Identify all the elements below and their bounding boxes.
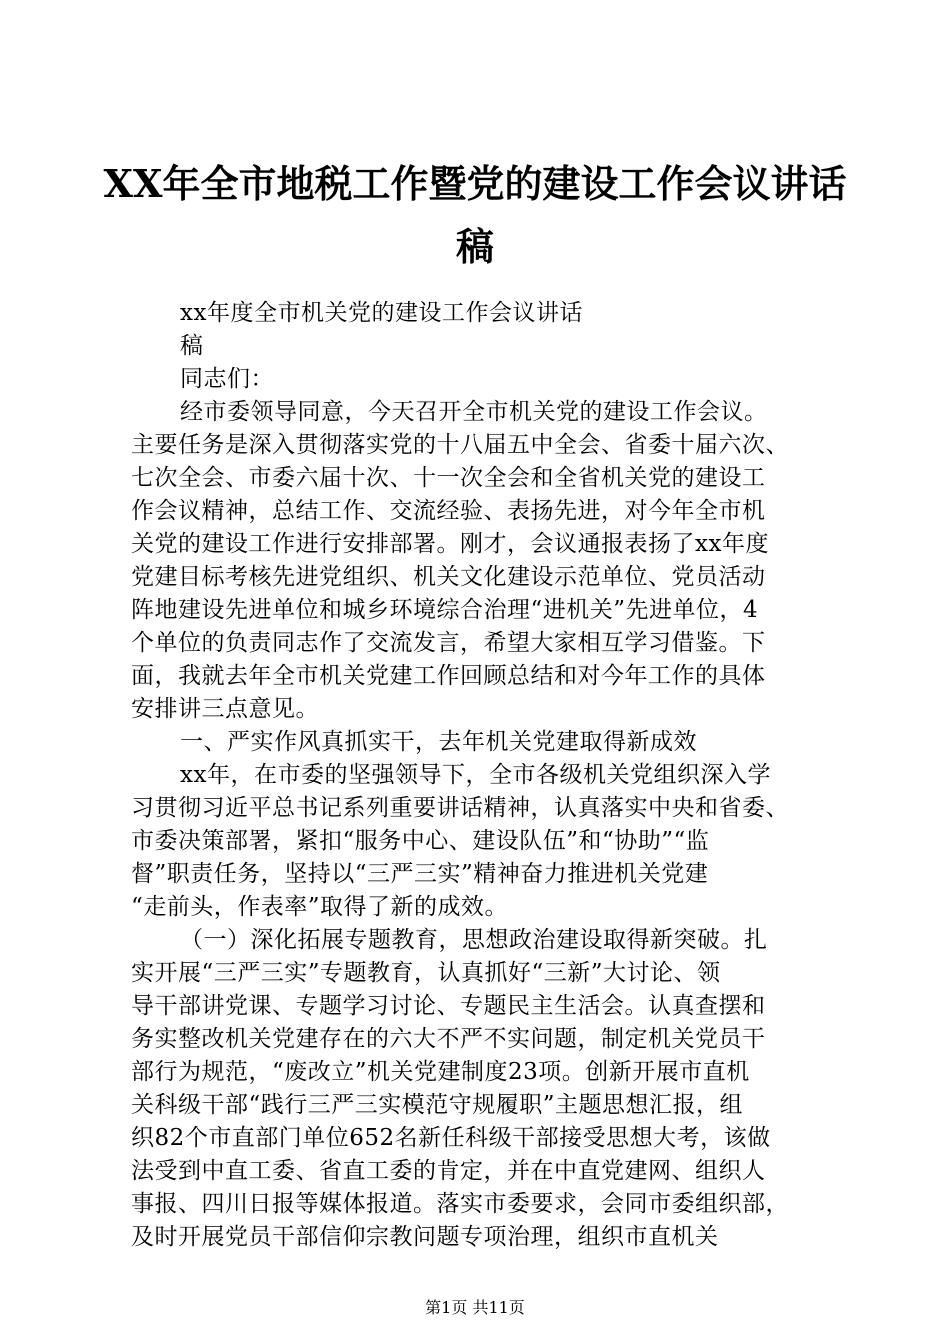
body-line: 法受到中直工委、省直工委的肯定，并在中直党建网、组织人 bbox=[131, 1158, 766, 1184]
body-line: 市委决策部署，紧扣“服务中心、建设队伍”和“协助”“监 bbox=[131, 828, 710, 854]
body-line: 务实整改机关党建存在的六大不严不实问题，制定机关党员干 bbox=[131, 1026, 766, 1052]
body-line: 阵地建设先进单位和城乡环境综合治理“进机关”先进单位，4 bbox=[131, 597, 759, 623]
body-line: 关科级干部“践行三严三实模范守规履职”主题思想汇报，组 bbox=[131, 1092, 744, 1118]
body-line: 主要任务是深入贯彻落实党的十八届五中全会、省委十届六次、 bbox=[131, 432, 789, 458]
body-line: 部行为规范，“废改立”机关党建制度23项。创新开展市直机 bbox=[131, 1059, 750, 1085]
body-line: 织82个市直部门单位652名新任科级干部接受思想大考，该做 bbox=[131, 1125, 771, 1151]
subtitle-line-2: 稿 bbox=[180, 333, 204, 359]
body-line: 关党的建设工作进行安排部署。刚才，会议通报表扬了xx年度 bbox=[131, 531, 769, 557]
body-line: 七次全会、市委六届十次、十一次全会和全省机关党的建设工 bbox=[131, 465, 766, 491]
body-line: 导干部讲党课、专题学习讨论、专题民主生活会。认真查摆和 bbox=[131, 993, 766, 1019]
body-line: 实开展“三严三实”专题教育，认真抓好“三新”大讨论、领 bbox=[131, 960, 721, 986]
document-title-line-1: XX年全市地税工作暨党的建设工作会议讲话 bbox=[103, 161, 847, 206]
subsection-heading-1: （一）深化拓展专题教育，思想政治建设取得新突破。扎 bbox=[180, 927, 768, 953]
salutation: 同志们： bbox=[180, 366, 274, 392]
body-line: 作会议精神，总结工作、交流经验、表扬先进，对今年全市机 bbox=[131, 498, 766, 524]
body-line: 党建目标考核先进党组织、机关文化建设示范单位、党员活动 bbox=[131, 564, 766, 590]
body-line: 面，我就去年全市机关党建工作回顾总结和对今年工作的具体 bbox=[131, 663, 766, 689]
body-line: “走前头，作表率”取得了新的成效。 bbox=[131, 894, 509, 920]
body-line: 个单位的负责同志作了交流发言，希望大家相互学习借鉴。下 bbox=[131, 630, 766, 656]
body-line: 及时开展党员干部信仰宗教问题专项治理，组织市直机关 bbox=[131, 1224, 719, 1250]
document-title-line-2: 稿 bbox=[455, 224, 494, 269]
body-line: xx年，在市委的坚强领导下，全市各级机关党组织深入学 bbox=[180, 762, 771, 788]
body-line: 习贯彻习近平总书记系列重要讲话精神，认真落实中央和省委、 bbox=[131, 795, 789, 821]
body-line: 督”职责任务，坚持以“三严三实”精神奋力推进机关党建 bbox=[131, 861, 709, 887]
subtitle-line-1: xx年度全市机关党的建设工作会议讲话 bbox=[180, 300, 583, 326]
page-footer: 第1页 共11页 bbox=[425, 1298, 525, 1317]
body-line: 事报、四川日报等媒体报道。落实市委要求，会同市委组织部， bbox=[131, 1191, 789, 1217]
body-line: 安排讲三点意见。 bbox=[131, 696, 319, 722]
body-line: 经市委领导同意，今天召开全市机关党的建设工作会议。 bbox=[180, 399, 768, 425]
section-heading-1: 一、严实作风真抓实干，去年机关党建取得新成效 bbox=[180, 729, 697, 755]
